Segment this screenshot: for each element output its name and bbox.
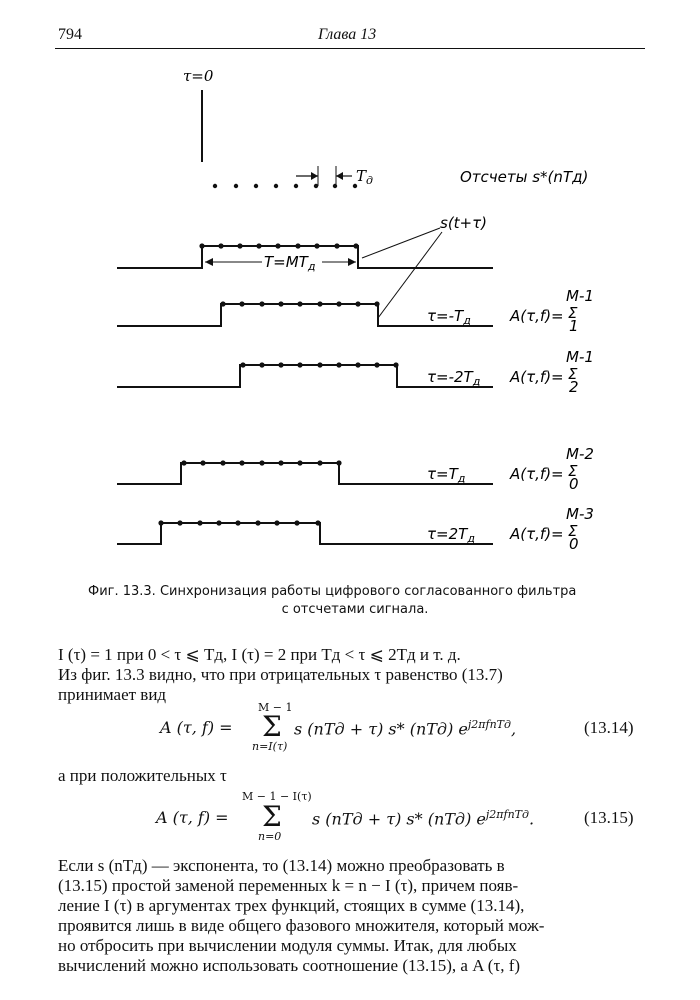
pulse-sample-dot bbox=[393, 362, 398, 367]
eq2-sum-bottom: n=0 bbox=[258, 830, 282, 843]
eq1-sum-bottom: n=I(τ) bbox=[252, 740, 288, 753]
eq2-body: s (nTд + τ) s* (nTд) $e^{j2\pi fnTд}$. bbox=[312, 808, 535, 829]
pulse-sample-dot bbox=[297, 301, 302, 306]
page-number: 794 bbox=[58, 26, 82, 43]
paragraph-1-line-1: I (τ) = 1 при 0 < τ ⩽ Tд, I (τ) = 2 при Tд < τ ⩽ 2Tд и т. д. bbox=[58, 645, 461, 664]
ambiguity-label: A(τ,f)= bbox=[510, 465, 564, 483]
sum-symbol: Σ bbox=[568, 365, 578, 383]
signal-label: s(t+τ) bbox=[440, 214, 487, 232]
pulse-sample-dot bbox=[259, 301, 264, 306]
pulse-sample-dot bbox=[239, 301, 244, 306]
sum-lower-limit: 1 bbox=[569, 317, 579, 335]
sum-upper-limit: M-2 bbox=[566, 445, 594, 463]
chapter-title: Глава 13 bbox=[318, 26, 377, 43]
paragraph-3-line: проявится лишь в виде общего фазового множителя, который мож- bbox=[58, 916, 545, 935]
pulse-sample-dot bbox=[374, 301, 379, 306]
pulse-sample-dot bbox=[197, 520, 202, 525]
period-arrowhead-left bbox=[205, 258, 213, 266]
pulse-sample-dot bbox=[220, 301, 225, 306]
pulse-sample-dot bbox=[240, 362, 245, 367]
pulse-sample-dot bbox=[158, 520, 163, 525]
pulse-sample-dot bbox=[336, 362, 341, 367]
pulse-sample-dot bbox=[255, 520, 260, 525]
paragraph-3-line: вычислений можно использовать соотношение (13.15), а A (τ, f) bbox=[58, 956, 521, 975]
pulse-sample-dot bbox=[256, 243, 261, 248]
pulse-sample-dot bbox=[317, 362, 322, 367]
sum-symbol: Σ bbox=[568, 304, 578, 322]
eq1-sum-top: M − 1 bbox=[258, 701, 293, 714]
eq2-sum-top: M − 1 − I(τ) bbox=[242, 790, 312, 803]
period-label: $T=MT_д$ bbox=[264, 253, 316, 273]
signal-leader-2 bbox=[378, 232, 442, 318]
pulse-sample-dot bbox=[259, 460, 264, 465]
sample-dot bbox=[213, 184, 217, 188]
pulse-sample-dot bbox=[239, 460, 244, 465]
pulse-trains bbox=[117, 243, 493, 544]
pulse-sample-dot bbox=[278, 460, 283, 465]
pulse-sample-dot bbox=[297, 460, 302, 465]
sample-dot bbox=[333, 184, 337, 188]
pulse-sample-dot bbox=[336, 460, 341, 465]
paragraph-3-line: (13.15) простой заменой переменных k = n − I (τ), причем появ- bbox=[58, 876, 519, 895]
sum-lower-limit: 0 bbox=[569, 535, 579, 553]
eq1-number: (13.14) bbox=[584, 718, 634, 737]
sum-lower-limit: 2 bbox=[569, 378, 579, 396]
pulse-sample-dot bbox=[220, 460, 225, 465]
paragraph-2: а при положительных τ bbox=[58, 766, 227, 785]
sample-dot bbox=[254, 184, 258, 188]
sample-dot bbox=[274, 184, 278, 188]
pulse-sample-dot bbox=[295, 243, 300, 248]
sum-symbol: Σ bbox=[568, 522, 578, 540]
sum-lower-limit: 0 bbox=[569, 475, 579, 493]
td-arrowhead-left bbox=[311, 172, 318, 180]
sum-upper-limit: M-1 bbox=[566, 287, 594, 305]
pulse-sample-dot bbox=[374, 362, 379, 367]
pulse-sample-dot bbox=[317, 301, 322, 306]
pulse-sample-dot bbox=[275, 243, 280, 248]
pulse-sample-dot bbox=[216, 520, 221, 525]
eq2-sigma: Σ bbox=[262, 800, 282, 833]
pulse-sample-dot bbox=[235, 520, 240, 525]
eq2-lhs: A (τ, f) = bbox=[156, 808, 229, 827]
ambiguity-label: A(τ,f)= bbox=[510, 368, 564, 386]
pulse-sample-dot bbox=[181, 460, 186, 465]
figure-caption bbox=[60, 583, 650, 619]
tau-zero-label: τ=0 bbox=[183, 67, 214, 85]
paragraph-1 bbox=[58, 645, 642, 705]
td-label: $T_д$ bbox=[356, 167, 373, 187]
pulse-sample-dot bbox=[199, 243, 204, 248]
sum-upper-limit: M-1 bbox=[566, 348, 594, 366]
samples-label: Отсчеты s*(nTд) bbox=[460, 168, 589, 186]
pulse-sample-dot bbox=[237, 243, 242, 248]
sample-dot bbox=[234, 184, 238, 188]
paragraph-1-line-3: принимает вид bbox=[58, 685, 167, 704]
ambiguity-label: A(τ,f)= bbox=[510, 525, 564, 543]
sample-dot bbox=[294, 184, 298, 188]
pulse-sample-dot bbox=[294, 520, 299, 525]
pulse-sample-dot bbox=[177, 520, 182, 525]
tau-row-label: $\tau=T_д$ bbox=[427, 465, 466, 485]
caption-line-2: с отсчетами сигнала. bbox=[281, 602, 429, 617]
eq1-body: s (nTд + τ) s* (nTд) $e^{j2\pi fnTд}$, bbox=[294, 718, 517, 739]
ambiguity-label: A(τ,f)= bbox=[510, 307, 564, 325]
sum-symbol: Σ bbox=[568, 462, 578, 480]
pulse-sample-dot bbox=[314, 243, 319, 248]
pulse-sample-dot bbox=[355, 301, 360, 306]
paragraph-1-line-2: Из фиг. 13.3 видно, что при отрицательных τ равенство (13.7) bbox=[58, 665, 503, 684]
tau-row-label: $\tau=-T_д$ bbox=[427, 307, 471, 327]
eq2-number: (13.15) bbox=[584, 808, 634, 827]
paragraph-3-line: но отбросить при вычислении модуля суммы. Итак, для любых bbox=[58, 936, 517, 955]
pulse-sample-dot bbox=[297, 362, 302, 367]
pulse-sample-dot bbox=[278, 362, 283, 367]
tau-row-label: $\tau=2T_д$ bbox=[427, 525, 475, 545]
pulse-sample-dot bbox=[218, 243, 223, 248]
pulse-sample-dot bbox=[315, 520, 320, 525]
paragraph-3-line: ление I (τ) в аргументах трех функций, стоящих в сумме (13.14), bbox=[58, 896, 525, 915]
pulse-sample-dot bbox=[200, 460, 205, 465]
period-arrowhead-right bbox=[348, 258, 356, 266]
paragraph-3-line: Если s (nTд) — экспонента, то (13.14) можно преобразовать в bbox=[58, 856, 505, 875]
sum-upper-limit: M-3 bbox=[566, 505, 594, 523]
td-arrowhead-right bbox=[336, 172, 343, 180]
pulse-sample-dot bbox=[278, 301, 283, 306]
pulse-sample-dot bbox=[317, 460, 322, 465]
pulse-sample-dot bbox=[274, 520, 279, 525]
pulse-sample-dot bbox=[353, 243, 358, 248]
pulse-sample-dot bbox=[334, 243, 339, 248]
eq1-sigma: Σ bbox=[262, 710, 282, 743]
pulse-sample-dot bbox=[259, 362, 264, 367]
pulse-sample-dot bbox=[336, 301, 341, 306]
pulse-sample-dot bbox=[355, 362, 360, 367]
eq1-lhs: A (τ, f) = bbox=[160, 718, 233, 737]
caption-line-1: Фиг. 13.3. Синхронизация работы цифрового согласованного фильтра bbox=[88, 584, 577, 599]
paragraph-3 bbox=[58, 856, 642, 976]
tau-row-label: $\tau=-2T_д$ bbox=[427, 368, 481, 388]
signal-leader-1 bbox=[362, 228, 440, 258]
